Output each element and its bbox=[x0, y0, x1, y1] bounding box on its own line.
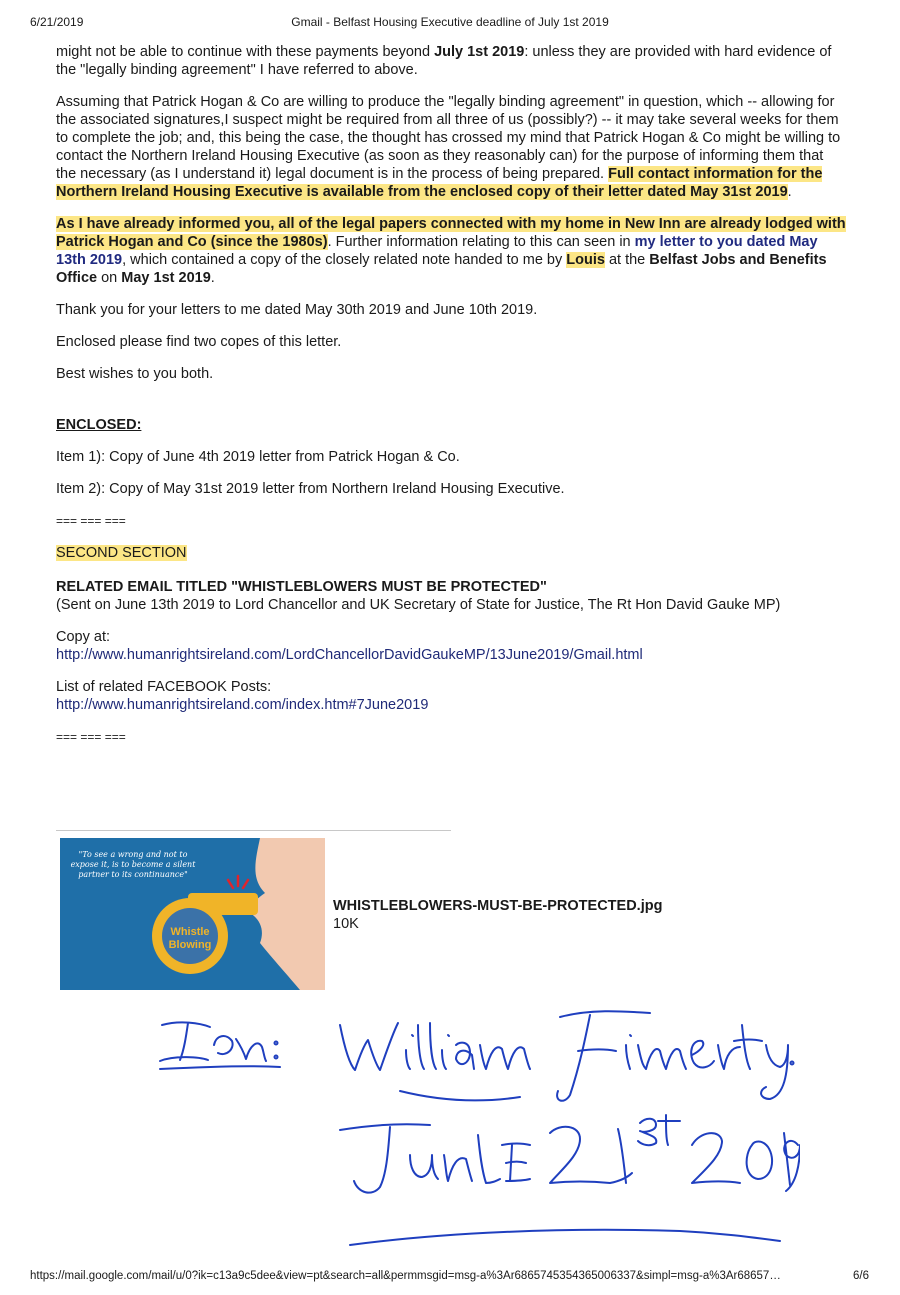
copy-label: Copy at: bbox=[56, 629, 110, 645]
enclosed-item-2: Item 2): Copy of May 31st 2019 letter from Northern Ireland Housing Executive. bbox=[56, 481, 565, 497]
enclosed-item-1: Item 1): Copy of June 4th 2019 letter from Patrick Hogan & Co. bbox=[56, 449, 460, 465]
text: at the bbox=[604, 252, 650, 268]
paragraph-agreement bbox=[56, 93, 846, 201]
separator: === === === bbox=[56, 730, 126, 744]
text: on bbox=[97, 270, 122, 286]
note-date: May 1st 2019 bbox=[121, 270, 211, 286]
separator: === === === bbox=[56, 514, 126, 528]
poster-quote: "To see a wrong and not to expose it, is to become a silent partner to its continuance" bbox=[70, 850, 196, 879]
handwritten-signature bbox=[140, 1005, 800, 1255]
badge-line-2: Blowing bbox=[168, 939, 212, 951]
highlighted-text: Full contact information for the Northern Ireland Housing Executive is available from the enclosed copy of their letter dated May 31st 2019 bbox=[56, 166, 823, 200]
section-label: SECOND SECTION bbox=[56, 545, 187, 561]
facebook-label: List of related FACEBOOK Posts: bbox=[56, 679, 272, 695]
divider bbox=[56, 830, 451, 831]
letter-body bbox=[56, 43, 846, 746]
related-email-title: RELATED EMAIL TITLED "WHISTLEBLOWERS MUST BE PROTECTED" bbox=[56, 579, 547, 595]
text: . bbox=[787, 184, 792, 200]
highlighted-text: As I have already informed you, all of the legal papers connected with my home in New Inn are already lodged with Patrick Hogan and Co (since the 1980s) bbox=[56, 216, 846, 250]
letter-link[interactable]: my letter to you dated May 13th 2019 bbox=[56, 234, 818, 268]
attachment-filename[interactable]: WHISTLEBLOWERS-MUST-BE-PROTECTED.jpg bbox=[333, 898, 663, 914]
paragraph-best-wishes: Best wishes to you both. bbox=[56, 366, 214, 382]
highlighted-name: Louis bbox=[566, 252, 605, 268]
text: , which contained a copy of the closely related note handed to me by bbox=[122, 252, 567, 268]
paragraph-thanks: Thank you for your letters to me dated May 30th 2019 and June 10th 2019. bbox=[56, 302, 538, 318]
facebook-link[interactable]: http://www.humanrightsireland.com/index.htm#7June2019 bbox=[56, 697, 429, 713]
copy-link[interactable]: http://www.humanrightsireland.com/LordChancellorDavidGaukeMP/13June2019/Gmail.html bbox=[56, 647, 643, 663]
text: Assuming that Patrick Hogan & Co are willing to produce the "legally binding agreement" in question, which -- allowing for the associated signatures,I suspect might be required from all three of us (possibly?) -- it may take several weeks for them to complete the job; and, this being the case, the thought has crossed my mind that Patrick Hogan & Co might be willing to contact the Northern Ireland Housing Executive (as soon as they reasonably can) for the purpose of informing them that the necessary (as I understand it) legal document is in the process of being prepared. bbox=[56, 94, 841, 182]
attachment-thumbnail[interactable] bbox=[60, 838, 325, 990]
page-number: 6/6 bbox=[853, 1270, 869, 1282]
related-email-sent: (Sent on June 13th 2019 to Lord Chancellor and UK Secretary of State for Justice, The Rt Hon David Gauke MP) bbox=[56, 597, 781, 613]
paragraph-payments bbox=[56, 43, 846, 79]
signature-from: From: bbox=[140, 1005, 143, 1006]
text: . Further information relating to this can seen in bbox=[327, 234, 635, 250]
office-name: Belfast Jobs and Benefits Office bbox=[56, 252, 827, 286]
text: might not be able to continue with these payments beyond bbox=[56, 44, 435, 60]
text: : unless they are provided with hard evidence of the "legally binding agreement" I have referred to above. bbox=[56, 44, 832, 78]
footer-url: https://mail.google.com/mail/u/0?ik=c13a9c5dee&view=pt&search=all&permmsgid=msg-a%3Ar6865745354365006337&simpl=msg-a%3Ar68657… bbox=[30, 1270, 781, 1282]
text: . bbox=[210, 270, 215, 286]
print-date: 6/21/2019 bbox=[30, 15, 84, 29]
badge-line-1: Whistle bbox=[170, 926, 210, 938]
deadline-date: July 1st 2019 bbox=[434, 44, 525, 60]
paragraph-enclosed-copies: Enclosed please find two copes of this letter. bbox=[56, 334, 342, 350]
enclosed-heading: ENCLOSED: bbox=[56, 417, 142, 433]
print-title: Gmail - Belfast Housing Executive deadline of July 1st 2019 bbox=[291, 15, 609, 29]
attachment-size: 10K bbox=[333, 916, 359, 932]
paragraph-legal-papers bbox=[56, 215, 846, 287]
